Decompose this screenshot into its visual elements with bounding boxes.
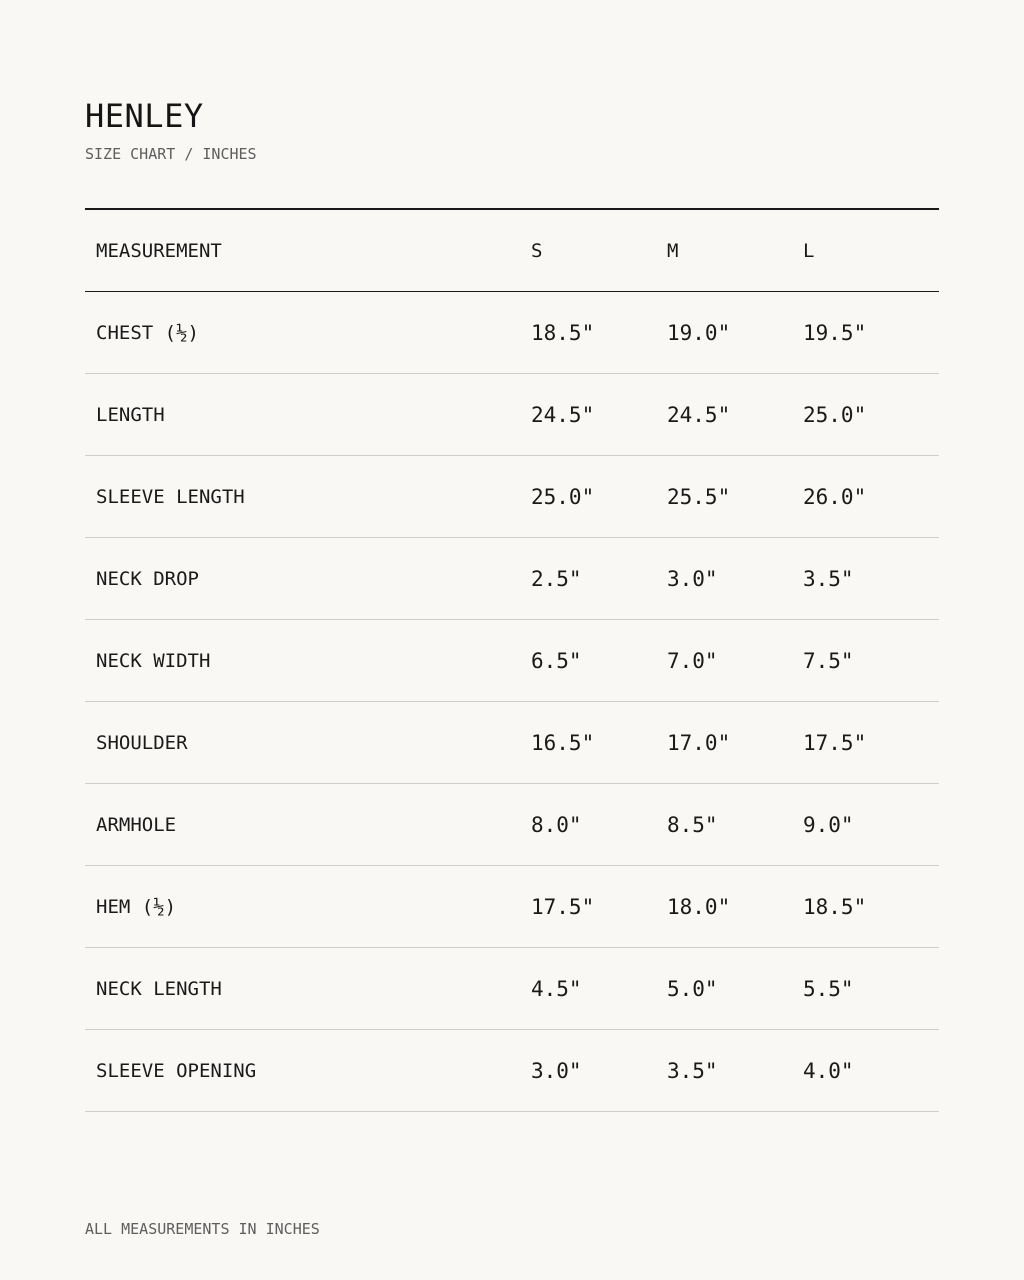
size-s-value: 4.5" — [531, 976, 582, 1001]
size-l-value: 26.0" — [803, 484, 867, 509]
measurement-label: CHEST (½) — [96, 321, 199, 344]
table-row — [85, 374, 939, 456]
footer-note: ALL MEASUREMENTS IN INCHES — [85, 1220, 320, 1238]
measurement-label: SLEEVE OPENING — [96, 1059, 257, 1082]
size-m-value: 18.0" — [667, 894, 731, 919]
size-m-value: 24.5" — [667, 402, 731, 427]
table-row — [85, 292, 939, 374]
size-m-value: 8.5" — [667, 812, 718, 837]
size-m-value: 3.0" — [667, 566, 718, 591]
size-m-value: 7.0" — [667, 648, 718, 673]
column-header-m: M — [667, 239, 679, 262]
size-l-value: 18.5" — [803, 894, 867, 919]
size-s-value: 25.0" — [531, 484, 595, 509]
size-s-value: 8.0" — [531, 812, 582, 837]
column-header-s: S — [531, 239, 543, 262]
size-m-value: 3.5" — [667, 1058, 718, 1083]
table-row — [85, 866, 939, 948]
size-s-value: 24.5" — [531, 402, 595, 427]
measurement-label: NECK LENGTH — [96, 977, 222, 1000]
table-row — [85, 456, 939, 538]
size-l-value: 25.0" — [803, 402, 867, 427]
size-s-value: 16.5" — [531, 730, 595, 755]
size-m-value: 17.0" — [667, 730, 731, 755]
table-row — [85, 784, 939, 866]
size-l-value: 4.0" — [803, 1058, 854, 1083]
size-l-value: 7.5" — [803, 648, 854, 673]
measurement-label: NECK WIDTH — [96, 649, 211, 672]
table-row — [85, 620, 939, 702]
measurement-label: LENGTH — [96, 403, 165, 426]
measurement-label: ARMHOLE — [96, 813, 177, 836]
size-l-value: 17.5" — [803, 730, 867, 755]
measurement-label: SLEEVE LENGTH — [96, 485, 245, 508]
table-row — [85, 702, 939, 784]
table-row — [85, 948, 939, 1030]
table-row — [85, 538, 939, 620]
size-l-value: 5.5" — [803, 976, 854, 1001]
measurement-label: NECK DROP — [96, 567, 199, 590]
size-s-value: 2.5" — [531, 566, 582, 591]
size-s-value: 3.0" — [531, 1058, 582, 1083]
size-m-value: 5.0" — [667, 976, 718, 1001]
page-title: HENLEY — [85, 97, 204, 135]
measurement-label: HEM (½) — [96, 895, 177, 918]
size-chart-table — [85, 208, 939, 1112]
size-s-value: 6.5" — [531, 648, 582, 673]
size-s-value: 18.5" — [531, 320, 595, 345]
size-l-value: 19.5" — [803, 320, 867, 345]
size-m-value: 19.0" — [667, 320, 731, 345]
column-header-measurement: MEASUREMENT — [96, 239, 222, 262]
size-l-value: 9.0" — [803, 812, 854, 837]
page-subtitle: SIZE CHART / INCHES — [85, 145, 257, 163]
table-header-row — [85, 210, 939, 292]
size-l-value: 3.5" — [803, 566, 854, 591]
column-header-l: L — [803, 239, 815, 262]
size-m-value: 25.5" — [667, 484, 731, 509]
size-s-value: 17.5" — [531, 894, 595, 919]
measurement-label: SHOULDER — [96, 731, 188, 754]
table-row — [85, 1030, 939, 1112]
